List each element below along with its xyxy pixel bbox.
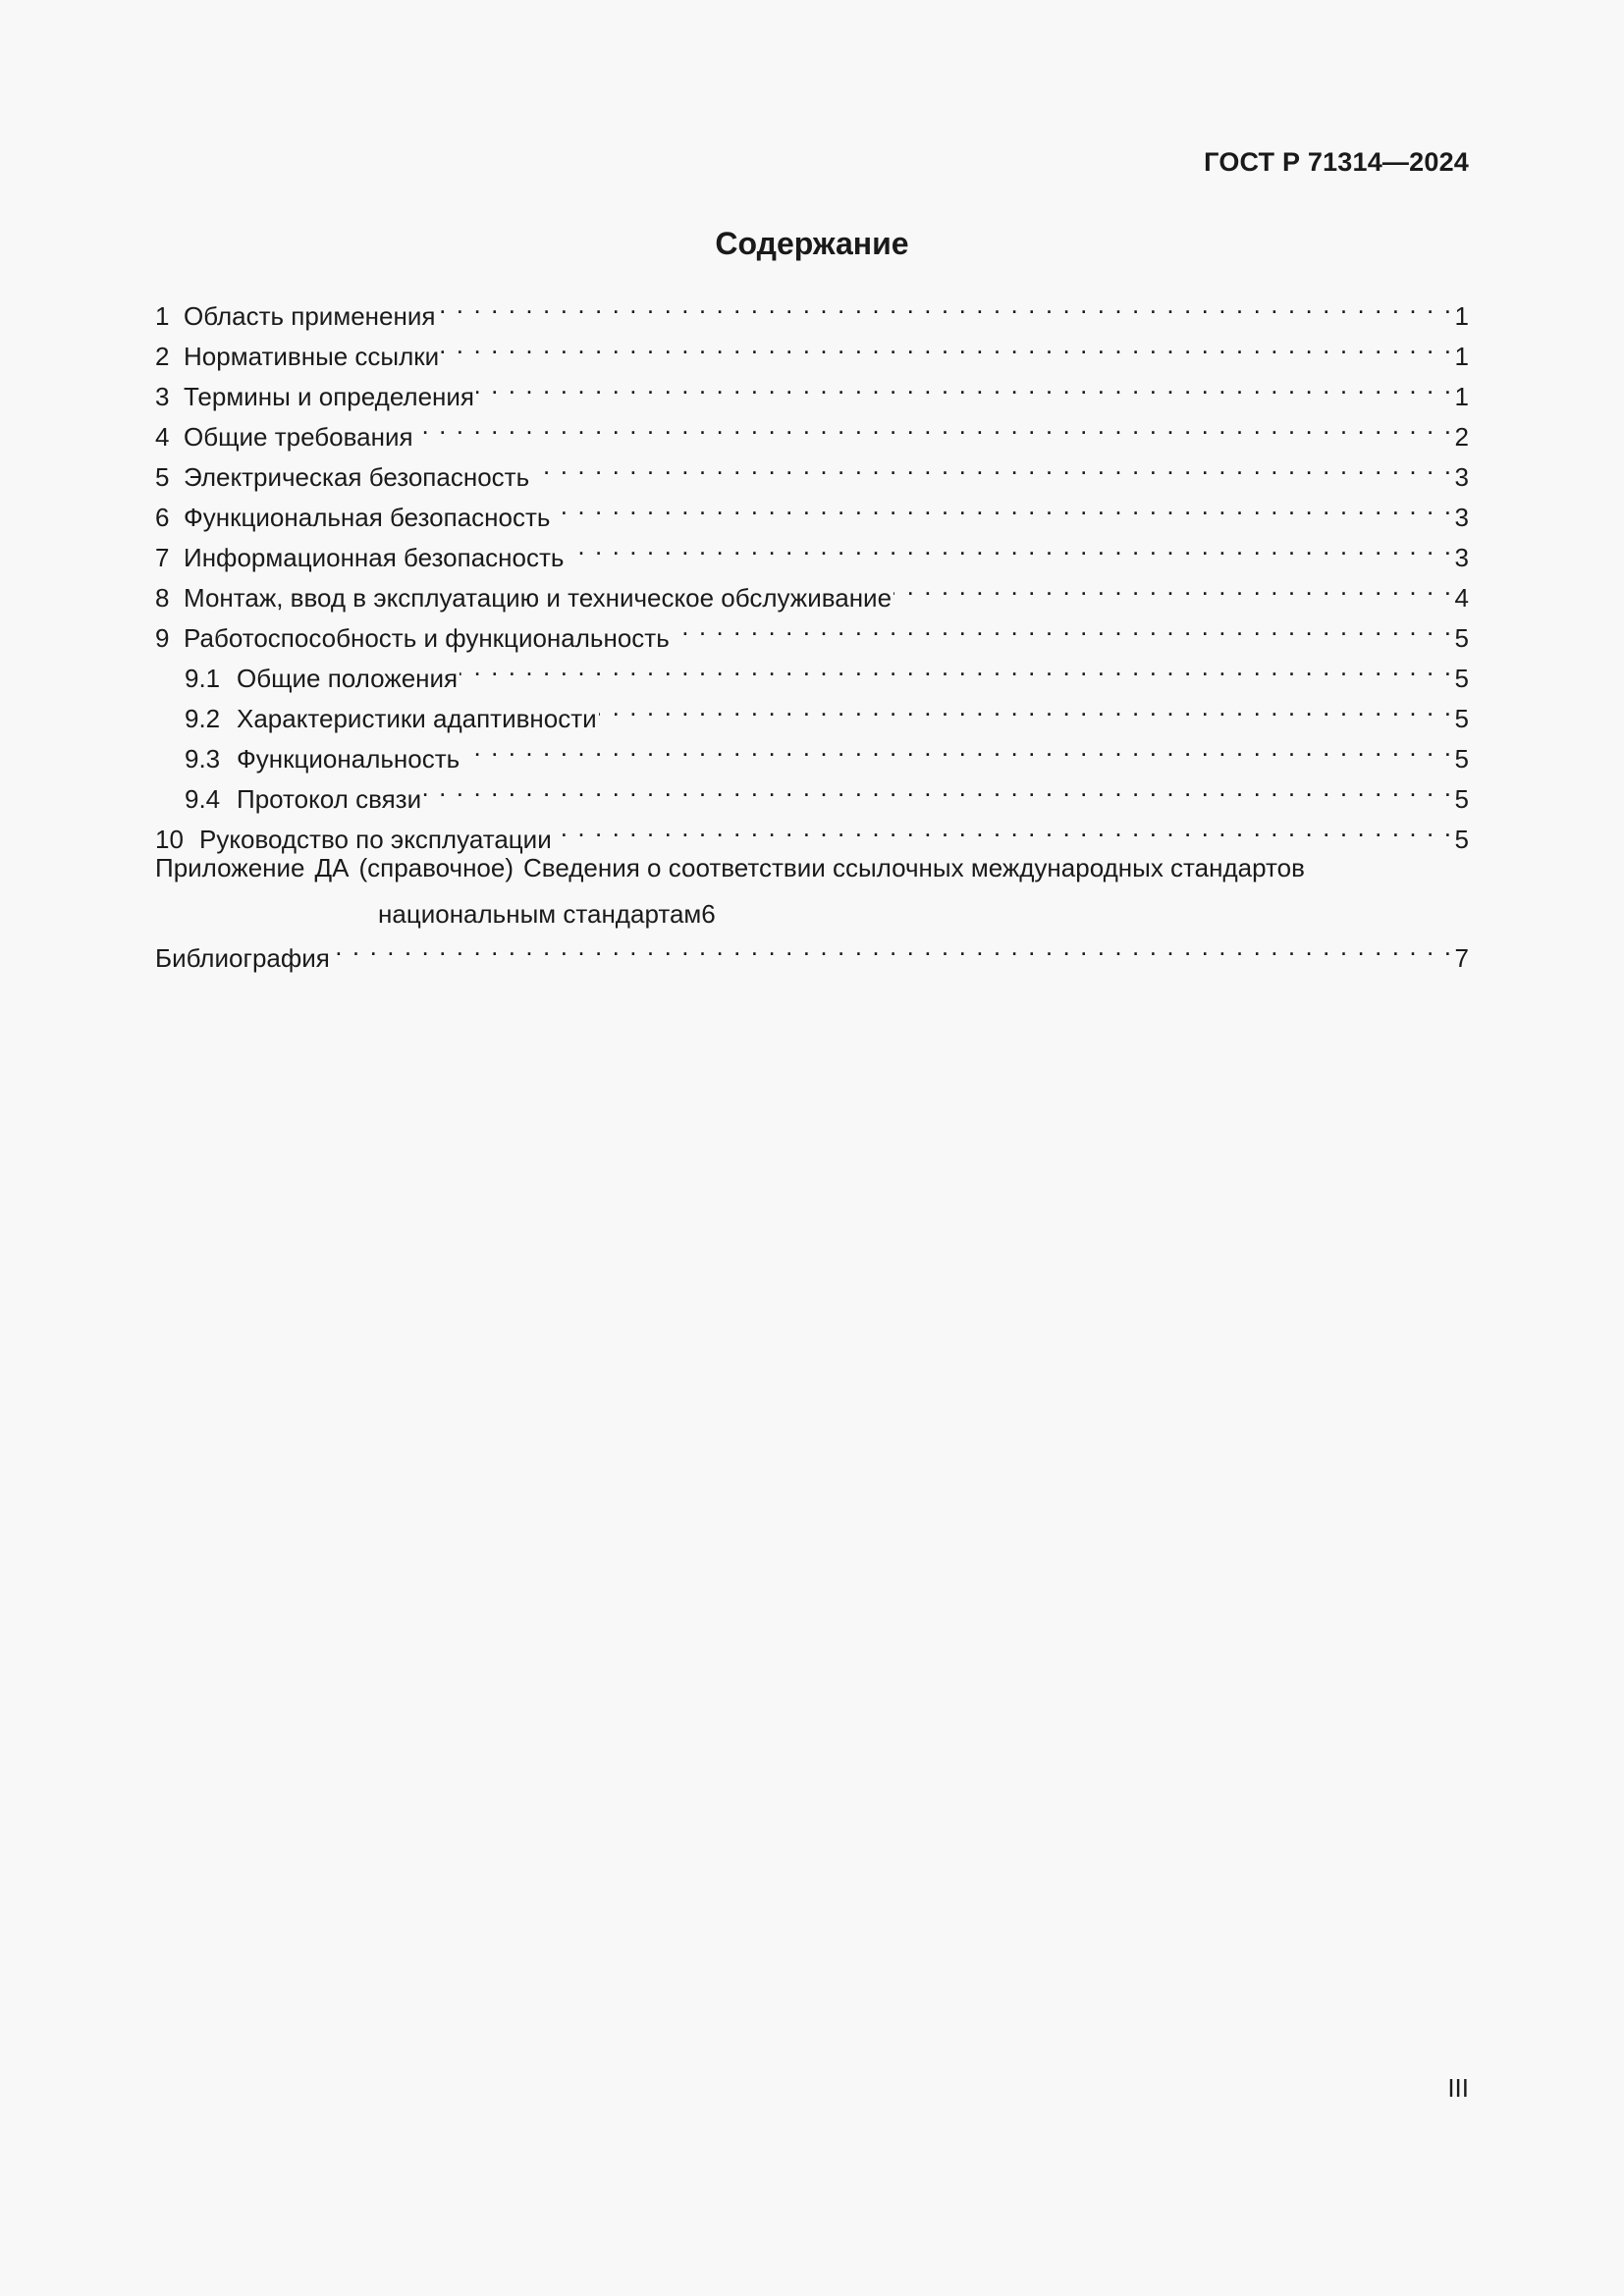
toc-appendix-da[interactable] [155,850,1469,929]
dot-leader [476,365,1453,405]
toc-item-number: 9.3 [185,744,221,774]
toc-item-title: Монтаж, ввод в эксплуатацию и техническое обслуживание [184,583,893,613]
toc-item-title: Библиография [155,943,330,973]
page-number: III [1447,2073,1469,2103]
toc-item-number: 1 [155,301,170,331]
toc-item-page: 3 [1454,543,1469,572]
toc-item-title: Термины и определения [184,382,475,411]
toc-item-number: 9.1 [185,664,221,693]
toc-item-page: 5 [1454,784,1469,814]
toc-item-page: 5 [1454,664,1469,693]
toc-item-3[interactable] [155,365,1469,411]
toc-item-number: 10 [155,825,184,854]
dot-leader [552,486,1452,526]
toc-item-6[interactable] [155,486,1469,532]
toc-item-page: 5 [1454,623,1469,653]
dot-leader [599,687,1453,727]
toc-item-9-2[interactable] [155,687,1469,733]
appendix-kind: (справочное) [358,853,514,882]
toc-item-number: 5 [155,462,170,492]
dot-leader [554,808,1453,848]
toc-item-1[interactable] [155,285,1469,331]
toc-item-title: Функциональность [237,744,460,774]
toc-item-number: 3 [155,382,170,411]
toc-item-title: Область применения [184,301,436,331]
toc-item-9[interactable] [155,607,1469,653]
toc-item-number: 9 [155,623,170,653]
toc-item-number: 8 [155,583,170,613]
appendix-id: ДА [314,853,350,882]
toc-item-number: 4 [155,422,170,452]
table-of-contents [155,285,1469,973]
toc-item-page: 5 [1454,825,1469,854]
toc-item-9-3[interactable] [155,727,1469,774]
dot-leader [893,566,1452,607]
dot-leader [531,446,1452,486]
toc-item-page: 5 [1454,744,1469,774]
toc-item-9-4[interactable] [155,768,1469,814]
toc-item-page: 1 [1454,382,1469,411]
toc-item-page: 3 [1454,503,1469,532]
toc-item-page: 6 [701,899,716,929]
dot-leader [415,405,1453,446]
dot-leader [437,285,1452,325]
toc-item-title: Характеристики адаптивности [237,704,597,733]
toc-item-title: Электрическая безопасность [184,462,530,492]
toc-item-number: 9.4 [185,784,221,814]
toc-item-page: 3 [1454,462,1469,492]
toc-item-7[interactable] [155,526,1469,572]
toc-item-number: 7 [155,543,170,572]
toc-item-title: Протокол связи [237,784,422,814]
dot-leader [566,526,1452,566]
appendix-title-line1: Сведения о соответствии ссылочных международных стандартов [523,853,1305,882]
toc-item-title: Нормативные ссылки [184,342,440,371]
toc-item-page: 1 [1454,301,1469,331]
toc-item-page: 4 [1454,583,1469,613]
dot-leader [423,768,1452,808]
toc-item-page: 1 [1454,342,1469,371]
toc-item-number: 9.2 [185,704,221,733]
toc-item-number: 2 [155,342,170,371]
appendix-title-line2: национальным стандартам [378,899,702,929]
toc-item-page: 2 [1454,422,1469,452]
dot-leader [332,927,1453,967]
toc-item-title: Руководство по эксплуатации [199,825,552,854]
toc-item-title: Общие положения [237,664,459,693]
toc-item-8[interactable] [155,566,1469,613]
toc-item-9-1[interactable] [155,647,1469,693]
toc-item-title: Информационная безопасность [184,543,565,572]
toc-item-number: 6 [155,503,170,532]
toc-item-page: 7 [1454,943,1469,973]
toc-item-title: Работоспособность и функциональность [184,623,670,653]
dot-leader [441,325,1452,365]
appendix-title-continuation [155,885,1469,929]
appendix-heading-line [155,850,1469,885]
toc-title: Содержание [715,226,909,261]
toc-item-5[interactable] [155,446,1469,492]
toc-item-title: Общие требования [184,422,413,452]
dot-leader [672,607,1453,647]
toc-item-page: 5 [1454,704,1469,733]
dot-leader [461,727,1452,768]
dot-leader [460,647,1452,687]
toc-item-4[interactable] [155,405,1469,452]
document-code: ГОСТ Р 71314—2024 [1204,147,1469,177]
toc-item-title: Функциональная безопасность [184,503,551,532]
toc-item-10[interactable] [155,808,1469,854]
appendix-label: Приложение [155,853,305,882]
toc-bibliography[interactable] [155,927,1469,973]
toc-item-2[interactable] [155,325,1469,371]
